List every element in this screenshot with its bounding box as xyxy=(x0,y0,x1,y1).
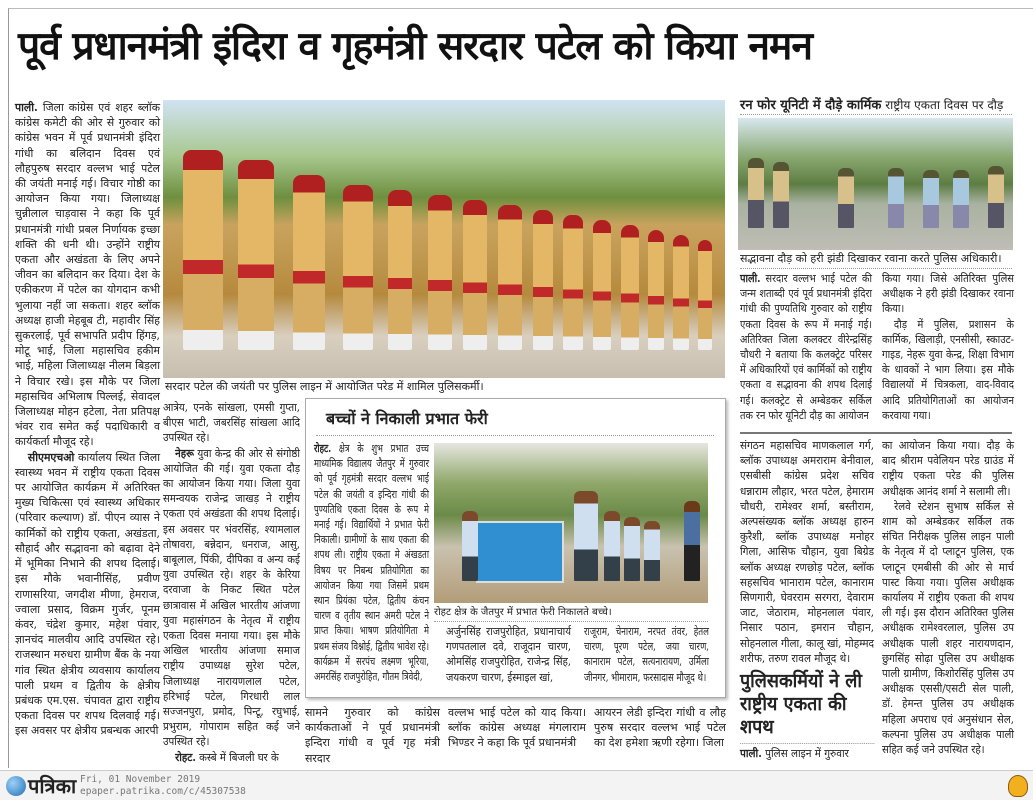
page-headline: पूर्व प्रधानमंत्री इंदिरा व गृहमंत्री सरदार पटेल को किया नमन xyxy=(18,24,812,69)
right-story-title: रन फोर यूनिटी में दौड़े कार्मिक xyxy=(740,98,882,113)
article-text: युवा केन्द्र की ओर से संगोष्ठी आयोजित की गई। युवा एकता दौड़ का आयोजन किया गया। जिला युवा समन्वयक राजेन्द्र जाखड़ ने राष्ट्रीय एकता एवं अखंडता की शपथ दिलाई। इस अवसर पर भंवरसिंह, श्यामलाल तोषावरा, बन्नेदान, धनराज, आसु, बाबूलाल, पिंकी, दीपिका व अन्य कई युवा उपस्थित रहे। शहर के केरिया दरवाजा के निकट स्थित पटेल छात्रावास में अखिल भारतीय आंजणा युवा महासंगठन के नेतृत्व में राष्ट्रीय एकता दिवस मनाया गया। इस मौके अखिल भारतीय आंजणा समाज राष्ट्रीय उपाध्यक्ष सुरेश पटेल, जिलाध्यक्ष नारायणलाल पटेल, हरिभाई पटेल, गिरधारी लाल सज्जनपुरा, प्रमोद, पिन्टू, रघुभाई, प्रभुराम, गोपाराम सहित कई जने उपस्थित रहे। xyxy=(163,446,300,749)
owl-mascot-icon[interactable] xyxy=(1008,775,1028,797)
unity-run-photo-caption: सद्भावना दौड़ को हरी झंडी दिखाकर रवाना करते पुलिस अधिकारी। xyxy=(740,252,1002,265)
prabhat-feri-story-box xyxy=(305,398,726,698)
right-column-b1 xyxy=(740,438,874,761)
article-text: क्षेत्र के शुभ प्रभात उच्च माध्यमिक विद्यालय जैतपुर में गुरुवार को पूर्व गृहमंत्री सरदार वल्लभ भाई पटेल की जयंती व इन्दिरा गांधी की पुण्यतिथि एकता दिवस के रूप मे मनाई गई। विद्यार्थियों ने प्रभात फेरी निकाली। ग्रामीणों के साथ एकता की शपथ ली। राष्ट्रीय एकता मे अंखडता विषय पर निबन्ध प्रतियोगिता का आयोजन किया गया जिसमें प्रथम स्थान प्रियंका पटेल, द्वितीय कंचन चारण व तृतीय स्थान अमरी पटेल ने प्राप्त किया। भाषण प्रतियोगिता मे प्रथम संजय विश्नोई, द्वितीय भावेश रहे। कार्यक्रम में सरपंच लक्ष्मण भूरिया, अमरसिंह राजपुरोहित, गौतम त्रिवेदी, xyxy=(314,442,429,684)
parade-photo xyxy=(163,100,725,378)
paragraph-lead: सीएमएचओ xyxy=(27,450,75,464)
unity-run-photo xyxy=(738,118,1013,250)
police-story-title: पुलिसकर्मियों ने ली राष्ट्रीय एकता की शपथ xyxy=(740,670,863,739)
article-text: का आयोजन किया गया। दौड़ के बाद श्रीराम पवेलियन परेड ग्राउंड में राष्ट्रीय एकता परेड की पुलिस अधीक्षक आनंद शर्मा ने सलामी ली। xyxy=(882,439,1014,498)
article-text: किया गया। जिसे अतिरिक्त पुलिस अधीक्षक ने हरी झंडी दिखाकर रवाना किया। xyxy=(882,272,1014,316)
divider xyxy=(740,268,1012,269)
paragraph-lead: रोहट. xyxy=(175,750,196,764)
divider xyxy=(740,432,1012,434)
epaper-link[interactable]: epaper.patrika.com/c/45307538 xyxy=(80,786,246,797)
patrika-logo[interactable]: पत्रिका xyxy=(28,774,77,798)
bottom-column-3: आयरन लेडी इन्दिरा गांधी व लौह पुरुष सरदार वल्लभ भाई पटेल का देश हमेशा ऋणी रहेगा। जिला xyxy=(594,706,726,750)
article-text: आत्रेय, एनके सांखला, एमसी गुप्ता, बीएस भाटी, जबरसिंह सांखला आदि उपस्थित रहे। xyxy=(163,401,300,445)
article-text: सरदार वल्लभ भाई पटेल की जन्म शताब्दी एवं पूर्व प्रधानमंत्री इंदिरा गांधी की पुण्यतिथि गुरुवार को राष्ट्रीय एकता दिवस के रूप में मनाई गई। अतिरिक्त जिला कलक्टर वीरेन्द्रसिंह चौधरी ने बताया कि कलक्ट्रेट परिसर में अधिकारियों एवं कार्मिकों को राष्ट्रीय एकता व सद्भावना की शपथ दिलाई गई। कलक्ट्रेट से अम्बेडकर सर्किल तक रन फोर यूनिटी दौड़ का आयोजन xyxy=(740,272,872,422)
bottom-column-2: वल्लभ भाई पटेल को याद किया। ब्लॉक कांग्रेस अध्यक्ष मंगलाराम भिण्डर ने कहा कि पूर्व प्रधानमंत्री xyxy=(448,706,586,750)
article-text: दौड़ में पुलिस, प्रशासन के कार्मिक, खिलाड़ी, एनसीसी, स्काउट-गाइड, नेहरू युवा केन्द्र, शिक्षा विभाग के धावकों ने भाग लिया। इस मौके विद्यालयों में चित्रकला, वाद-विवाद आदि प्रतियोगिताओं का आयोजन करवाया गया। xyxy=(882,317,1014,422)
bottom-column-1: सामने गुरुवार को कांग्रेस कार्यकताओं ने पूर्व प्रधानमंत्री इन्दिरा गांधी व पूर्व गृह मंत्री सरदार xyxy=(305,706,440,765)
article-column-2 xyxy=(163,400,300,765)
dateline: रोहट. xyxy=(314,442,332,455)
article-text: कस्बे में बिजली घर के xyxy=(199,750,279,764)
right-story-subtitle: राष्ट्रीय एकता दिवस पर दौड़ xyxy=(885,98,1004,112)
article-text: कार्यालय स्थित जिला स्वास्थ्य भवन में राष्ट्रीय एकता दिवस पर आयोजित कार्यक्रम में अतिरिक्त मुख्य चिकित्सा एवं स्वास्थ्य अधिकार (परिवार कल्याण) डॉ. पीएन व्यास ने कार्मिकों को राष्ट्रीय एकता, अखंडता, सौहार्द और सद्भावना को बढ़ावा देने में भूमिका निभाने की शपथ दिलाई। इस मौके भवानीसिंह, प्रवीण राणासरिया, जगदीश मीणा, हेमराज, ज्वाला प्रसाद, विक्रम गुर्जर, पूनम कंवर, चंद्रेश कुमार, महेश पंवार, ज्ञानचंद मालवीय आदि उपस्थित रहे। राजस्थान मरुधरा ग्रामीण बैंक के नया गांव स्थित क्षेत्रीय व्यवसाय कार्यालय पाली प्रथम व द्वितीय के क्षेत्रीय प्रबंधक एम.एस. चंपावत द्वारा राष्ट्रीय एकता दिवस पर शपथ दिलवाई गई। इस अवसर पर क्षेत्रीय प्रबन्धक आरपी xyxy=(15,450,161,738)
box-story-title: बच्चों ने निकाली प्रभात फेरी xyxy=(326,409,488,428)
right-column-a1 xyxy=(740,271,872,423)
prabhat-feri-photo-caption: रोहट क्षेत्र के जैतपुर में प्रभात फेरी निकालते बच्चे। xyxy=(434,607,612,618)
divider xyxy=(316,435,714,436)
article-text: रेलवे स्टेशन सुभाष सर्किल से शाम को अम्बेडकर सर्किल तक संचित निरीक्षक पुलिस लाइन पाली के नेतृत्व में दो प्लाटून पुलिस, एक प्लाटून एमबीसी की ओर से मार्च पास्ट किया गया। पुलिस अधीक्षक कार्यालय में राष्ट्रीय एकता की शपथ ली गई। इस दौरान अतिरिक्त पुलिस अधीक्षक रामेश्वरलाल, पुलिस उप अधीक्षक पाली शहर नारायणदान, छुगसिंह सोढ़ा पुलिस उप अधीक्षक पाली ग्रामीण, किशोरसिंह पुलिस उप अधीक्षक एससी/एसटी सेल पाली, डॉ. हेमन्त पुलिस उप अधीक्षक महिला अपराध एवं अनुसंधान सेल, कल्पना पुलिस उप अधीक्षक पाली सहित कई जने उपस्थित रहे। xyxy=(882,499,1014,757)
right-column-a2 xyxy=(882,271,1014,423)
epaper-footer xyxy=(0,770,1033,800)
dateline: पाली. xyxy=(740,747,762,761)
dateline: पाली. xyxy=(740,272,761,285)
article-column-1 xyxy=(15,100,160,739)
banner xyxy=(476,521,564,583)
edition-date: Fri, 01 November 2019 xyxy=(80,774,201,785)
dateline: पाली. xyxy=(15,101,38,114)
box-column-3: राजूराम, चेनाराम, नरपत तंवर, हेतल चारण, पूरण पटेल, जया चारण, कानाराम पटेल, सत्यनारायण, उर्मिला जीनगर, भीमाराम, फरसादास मौजूद थे। xyxy=(584,625,709,684)
right-story-heading xyxy=(740,95,1003,113)
divider xyxy=(434,621,708,622)
article-text: पुलिस लाइन में गुरुवार xyxy=(765,747,849,761)
parade-photo-caption: सरदार पटेल की जयंती पर पुलिस लाइन में आयोजित परेड में शामिल पुलिसकर्मी। xyxy=(165,380,484,393)
divider xyxy=(740,743,874,744)
article-text: जिला कांग्रेस एवं शहर ब्लॉक कांग्रेस कमेटी की ओर से गुरुवार को कांग्रेस भवन में पूर्व प्रधानमंत्री इंदिरा गांधी का बलिदान दिवस एवं लौहपुरुष सरदार वल्लभ भाई पटेल की जयंती मनाई गई। विचार गोष्ठी का आयोजन किया गया। जिलाध्यक्ष चुन्नीलाल चाड़वास ने कहा कि पूर्व प्रधानमंत्री गांधी प्रबल निर्णायक इच्छा शक्ति की धनी थी। उन्होंने राष्ट्रीय एकता और अखंडता के लिए अपने जीवन का बलिदान कर दिया। देश के एकीकरण में पटेल का योगदान कभी भुलाया नहीं जा सकता। शहर ब्लॉक अध्यक्ष हाजी मेहबूब टी, महावीर सिंह सुकरलाई, पूर्व सभापति प्रदीप हिंगड़, मोटू भाई, जिला महासचिव हकीम भाई, महिला जिलाध्यक्ष नीलम बिड़ला ने विचार रखे। इस मौके पर जिला महासचिव अभिलाष पिल्लई, सेवादल जिलाध्यक्ष मोहन हटेला, नेता प्रतिपक्ष भंवर राव समेत कई पदाधिकारी व कार्यकर्ता मौजूद रहे। xyxy=(15,101,160,449)
prabhat-feri-photo xyxy=(434,443,708,603)
divider xyxy=(740,114,1012,115)
patrika-globe-icon xyxy=(6,776,26,796)
right-column-b2 xyxy=(882,438,1014,757)
paragraph-lead: नेहरू xyxy=(175,446,194,460)
article-text: संगठन महासचिव माणकलाल गर्ग, ब्लॉक उपाध्यक्ष अमराराम बेनीवाल, एसबीसी कांग्रेस प्रदेश सचिव धन्नाराम लौहार, भरत पटेल, हेमाराम चौधरी, रामेश्वर शर्मा, बस्तीराम, अल्पसंख्यक ब्लॉक अध्यक्ष हारुन कुरैशी, ब्लॉक उपाध्यक्ष मनोहर गिला, आसिफ चौहान, युवा बिग्रेड ब्लॉक अध्यक्ष रणछोड़ पटेल, ब्लॉक सहसचिव भानाराम पटेल, कानाराम सिणगारी, घेवरराम सरगरा, देवाराम जाट, जेठाराम, मोहनलाल पंवार, निसार पठान, इमरान चौहान, सोहनलाल गीला, कालू खां, मोहम्मद शरीफ, तरुण रावल मौजूद थे। xyxy=(740,439,874,665)
box-column-1 xyxy=(314,441,429,684)
box-column-2: अर्जुनसिंह राजपुरोहित, प्रधानाचार्य गणपतलाल दवे, राजूदान चारण, ओमसिंह राजपुरोहित, राजेन्द्र सिंह, जयकरण चारण, ईस्माइल खां, xyxy=(446,625,571,684)
